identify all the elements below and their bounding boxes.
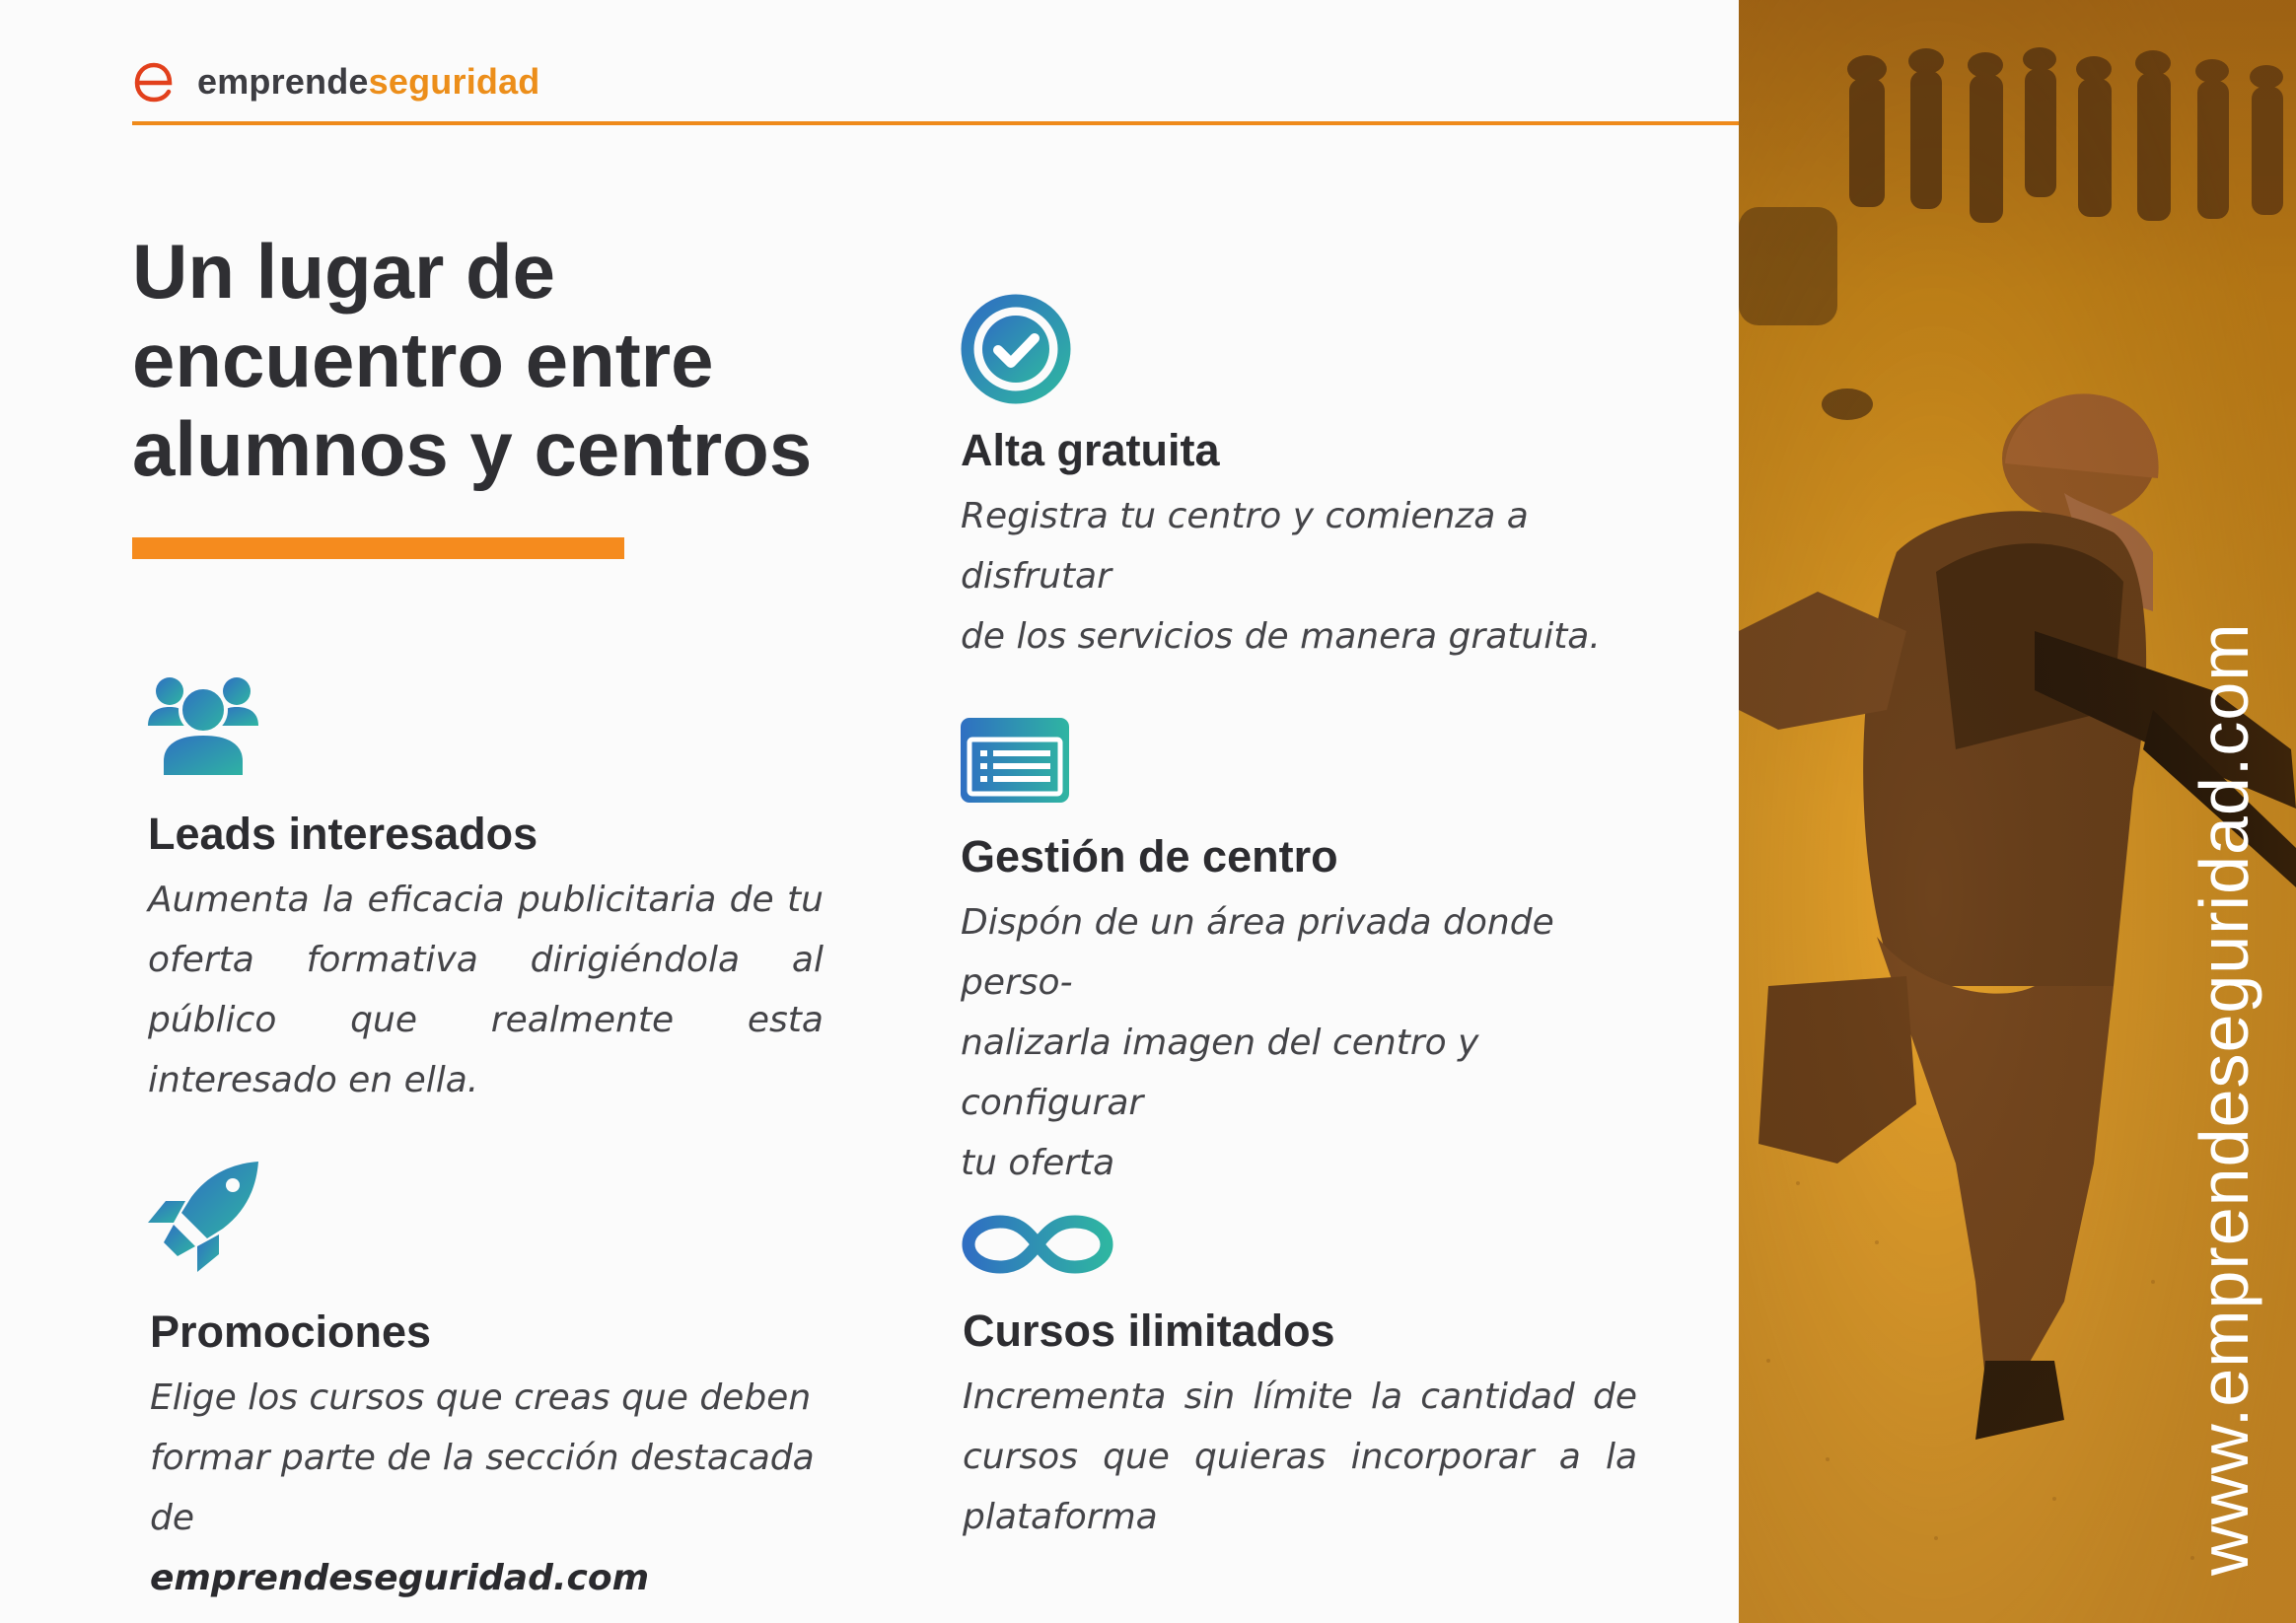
vertical-website-url[interactable]: www.emprendeseguridad.com — [2186, 622, 2262, 1576]
title-line-2: encuentro entre — [132, 317, 714, 403]
title-underline-bar — [132, 537, 624, 559]
feature-alta-gratuita — [961, 423, 1651, 667]
feature-desc-line: Dispón de un área privada donde perso- — [961, 902, 1554, 1003]
brand-logo[interactable] — [132, 57, 540, 106]
users-group-icon — [148, 674, 258, 779]
title-line-3: alumnos y centros — [132, 405, 813, 492]
site-link-text: emprendeseguridad.com — [150, 1558, 650, 1598]
feature-description — [961, 486, 1651, 667]
infinity-icon — [961, 1215, 1114, 1274]
feature-desc-line: de los servicios de manera gratuita. — [961, 616, 1601, 657]
feature-desc-line: formar parte de la sección destacada de — [150, 1438, 815, 1538]
logo-wordmark — [197, 61, 540, 103]
feature-cursos-ilimitados — [963, 1304, 1637, 1547]
list-window-icon — [961, 718, 1069, 803]
feature-desc-line: nalizarla imagen del centro y configurar — [961, 1023, 1479, 1123]
feature-title: Leads interesados — [148, 809, 538, 859]
feature-title: Promociones — [150, 1306, 432, 1357]
logo-wordmark-part2: seguridad — [368, 61, 540, 102]
logo-e-icon — [132, 59, 176, 105]
feature-desc-line: Registra tu centro y comienza a disfrutar — [961, 496, 1529, 597]
logo-wordmark-part1: emprende — [197, 61, 369, 102]
rocket-icon — [148, 1162, 258, 1272]
feature-description — [150, 1368, 840, 1608]
feature-promociones — [150, 1305, 840, 1608]
feature-title: Cursos ilimitados — [963, 1305, 1335, 1356]
feature-leads-interesados — [148, 807, 824, 1110]
feature-title: Gestión de centro — [961, 831, 1338, 882]
feature-description — [961, 892, 1651, 1193]
feature-description: Aumenta la eficacia publicitaria de tu oferta formativa dirigiéndola al público que realmente esta interesado en ella. — [148, 880, 824, 1100]
check-circle-icon — [961, 294, 1071, 404]
feature-description: Incrementa sin límite la cantidad de cursos que quieras incorporar a la plataforma — [963, 1376, 1637, 1537]
feature-desc-line: tu oferta — [961, 1143, 1115, 1183]
feature-title: Alta gratuita — [961, 425, 1220, 475]
feature-gestion-centro — [961, 829, 1651, 1193]
title-line-1: Un lugar de — [132, 228, 556, 315]
page-title — [132, 227, 882, 493]
feature-desc-line: Elige los cursos que creas que deben — [150, 1377, 812, 1418]
